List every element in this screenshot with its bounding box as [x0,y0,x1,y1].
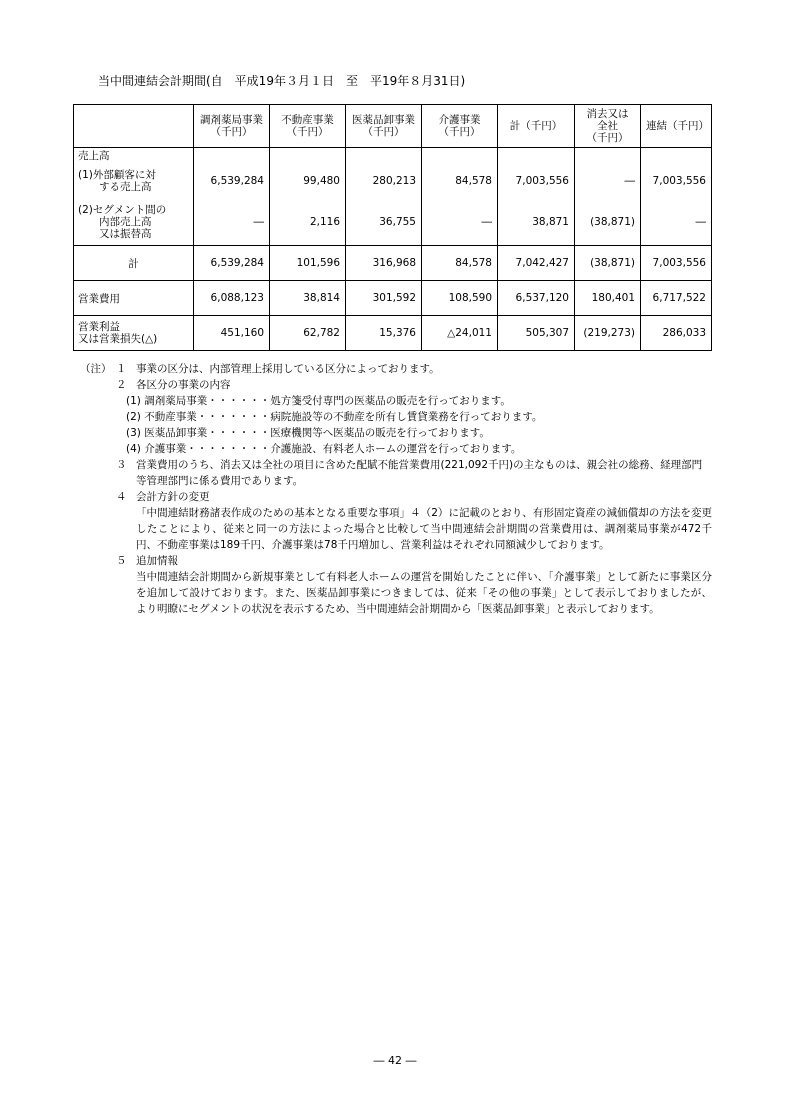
period-title: 当中間連結会計期間(自 平成19年３月１日 至 平19年８月31日) [98,74,466,88]
header-cell: 連結（千円） [641,105,712,148]
note-text: 追加情報 [136,555,178,567]
table-cell: 6,539,284 [194,246,270,281]
table-row [74,163,712,199]
table-row [74,281,712,316]
table-cell: 301,592 [346,281,422,316]
list-item: (4) 介護事業・・・・・・・・介護施設、有料老人ホームの運営を行っております。 [126,443,522,455]
table-cell: 84,578 [422,246,498,281]
table-cell: 101,596 [270,246,346,281]
table-cell: 180,401 [575,281,641,316]
row-label: 営業利益 又は営業損失(△) [74,316,194,351]
list-item: (1) 調剤薬局事業・・・・・・処方箋受付専門の医薬品の販売を行っております。 [126,395,511,407]
row-label: 売上高 [74,148,194,164]
table-cell: 7,003,556 [498,163,575,199]
table-cell: 316,968 [346,246,422,281]
page-number: ― 42 ― [373,1054,417,1067]
note-2 [80,377,712,393]
note-3 [80,457,712,489]
header-cell: 介護事業 （千円） [422,105,498,148]
table-cell: 6,088,123 [194,281,270,316]
table-cell: (219,273) [575,316,641,351]
table-cell: 15,376 [346,316,422,351]
notes-tag: （注） [80,363,112,375]
note-number: ４ [116,491,127,503]
table-cell: 38,871 [498,199,575,246]
table-cell: ― [641,199,712,246]
table-cell: 108,590 [422,281,498,316]
table-cell: ― [575,163,641,199]
note-5 [80,553,712,569]
table-cell: 36,755 [346,199,422,246]
note-text: 事業の区分は、内部管理上採用している区分によっております。 [136,363,440,375]
header-cell: 不動産事業 （千円） [270,105,346,148]
note-paragraph: 「中間連結財務諸表作成のための基本となる重要な事項」４（2）に記載のとおり、有形固定資産の減価償却の方法を変更したことにより、従来と同一の方法によった場合と比較して当中間連結会計期間の営業費用は、調剤薬局事業が472千円、不動産事業は189千円、介護事業は78千円増加し、営業利益はそれぞれ同額減少しております。 [136,507,712,551]
table-cell: 286,033 [641,316,712,351]
table-cell: ― [422,199,498,246]
note-paragraph: 当中間連結会計期間から新規事業として有料老人ホームの運営を開始したことに伴い、「介護事業」として新たに事業区分を追加して設けております。また、医薬品卸事業につきましては、従来「その他の事業」として表示しておりましたが、より明瞭にセグメントの状況を表示するため、当中間連結会計期間から「医薬品卸事業」と表示しております。 [136,571,712,615]
table-cell: △24,011 [422,316,498,351]
note-text: 営業費用のうち、消去又は全社の項目に含めた配賦不能営業費用(221,092千円)の主なものは、親会社の総務、経理部門等管理部門に係る費用であります。 [136,459,703,487]
table-cell: 505,307 [498,316,575,351]
note-number: ３ [116,459,127,471]
table-row [74,316,712,351]
note-text: 会計方針の変更 [136,491,210,503]
segment-table [73,104,712,351]
table-cell: 62,782 [270,316,346,351]
row-label: (2)セグメント間の 内部売上高 又は振替高 [74,199,194,246]
table-row [74,199,712,246]
table-cell: 6,717,522 [641,281,712,316]
list-item: (2) 不動産事業・・・・・・・病院施設等の不動産を所有し賃貸業務を行っております。 [126,411,543,423]
row-label: 営業費用 [74,281,194,316]
table-cell: 6,537,120 [498,281,575,316]
row-label: (1)外部顧客に対 する売上高 [74,163,194,199]
list-item: (3) 医薬品卸事業・・・・・・医療機関等へ医薬品の販売を行っております。 [126,427,490,439]
table-cell: (38,871) [575,246,641,281]
table-row [74,246,712,281]
table-cell: 7,042,427 [498,246,575,281]
header-cell [74,105,194,148]
table-cell: 38,814 [270,281,346,316]
note-1 [80,361,712,377]
header-cell: 計（千円） [498,105,575,148]
table-cell: 2,116 [270,199,346,246]
note-4 [80,489,712,505]
header-cell: 医薬品卸事業 （千円） [346,105,422,148]
header-cell: 消去又は 全社 （千円） [575,105,641,148]
note-number: ５ [116,555,127,567]
table-cell: 99,480 [270,163,346,199]
table-cell: (38,871) [575,199,641,246]
notes-section [80,361,712,617]
note-text: 各区分の事業の内容 [136,379,231,391]
table-cell: 451,160 [194,316,270,351]
table-cell: ― [194,199,270,246]
table-cell: 7,003,556 [641,163,712,199]
note-number: １ [116,363,127,375]
table-cell: 280,213 [346,163,422,199]
table-cell: 6,539,284 [194,163,270,199]
row-label: 計 [74,246,194,281]
table-cell: 7,003,556 [641,246,712,281]
note-number: ２ [116,379,127,391]
table-header-row [74,105,712,148]
table-row [74,148,712,164]
header-cell: 調剤薬局事業 （千円） [194,105,270,148]
table-cell: 84,578 [422,163,498,199]
